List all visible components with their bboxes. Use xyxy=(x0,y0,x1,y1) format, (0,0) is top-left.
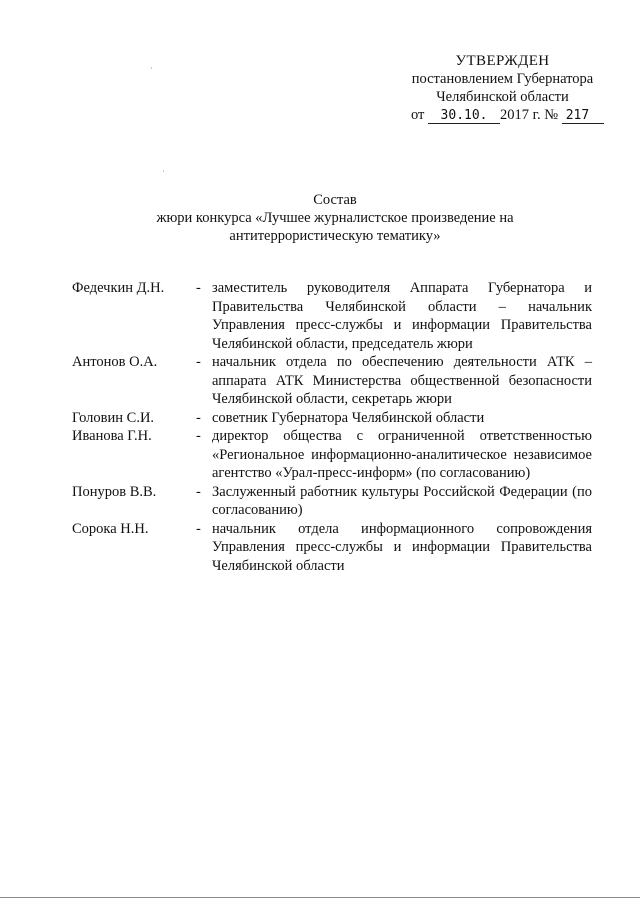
member-dash: - xyxy=(196,409,201,426)
member-row xyxy=(72,279,592,353)
scan-speck: · xyxy=(162,167,165,177)
approval-stamp xyxy=(395,52,610,124)
jury-members-list xyxy=(72,279,592,575)
member-dash: - xyxy=(196,428,201,444)
document-heading xyxy=(0,191,640,245)
member-row xyxy=(72,483,592,520)
approval-number: 217 xyxy=(562,109,604,124)
heading-title: Состав xyxy=(313,192,357,208)
member-name: Федечкин Д.Н. xyxy=(72,280,165,296)
date-prefix: от xyxy=(411,107,425,123)
approval-date-line xyxy=(395,106,610,124)
member-row xyxy=(72,520,592,576)
member-name: Головин С.И. xyxy=(72,409,155,426)
scan-speck: · xyxy=(150,64,153,74)
member-name: Антонов О.А. xyxy=(72,354,158,370)
member-row xyxy=(72,427,592,483)
member-dash: - xyxy=(196,280,201,296)
member-description: заместитель руководителя Аппарата Губернатора и Правительства Челябинской области – начальник Управления пресс-службы и информации Правительства Челябинской области, председатель жюри xyxy=(212,280,592,352)
member-row xyxy=(72,353,592,409)
member-name: Понуров В.В. xyxy=(72,483,157,500)
heading-line-2: антитеррористическую тематику» xyxy=(229,228,441,244)
member-name: Иванова Г.Н. xyxy=(72,428,152,444)
member-description: начальник отдела по обеспечению деятельности АТК – аппарата АТК Министерства общественной безопасности Челябинской области, секретарь жюри xyxy=(212,354,592,407)
member-dash: - xyxy=(196,520,201,537)
member-dash: - xyxy=(196,483,201,500)
member-row xyxy=(72,409,592,428)
member-description: советник Губернатора Челябинской области xyxy=(212,409,485,426)
approval-line-1: постановлением Губернатора xyxy=(411,71,594,87)
member-description: начальник отдела информационного сопровождения Управления пресс-службы и информации Правительства Челябинской области xyxy=(212,520,592,574)
approval-year: 2017 г. № xyxy=(500,107,559,123)
page-bottom-edge xyxy=(0,897,640,898)
member-description: Заслуженный работник культуры Российской Федерации (по согласованию) xyxy=(212,483,592,518)
approval-title: УТВЕРЖДЕН xyxy=(455,53,550,69)
heading-line-1: жюри конкурса «Лучшее журналистское произведение на xyxy=(156,210,514,226)
member-description: директор общества с ограниченной ответственностью «Региональное информационно-аналитическое независимое агентство «Урал-пресс-информ» (по согласованию) xyxy=(212,428,592,481)
member-dash: - xyxy=(196,354,201,370)
approval-line-2: Челябинской области xyxy=(436,89,569,105)
member-name: Сорока Н.Н. xyxy=(72,520,149,537)
approval-date: 30.10. xyxy=(428,109,500,124)
